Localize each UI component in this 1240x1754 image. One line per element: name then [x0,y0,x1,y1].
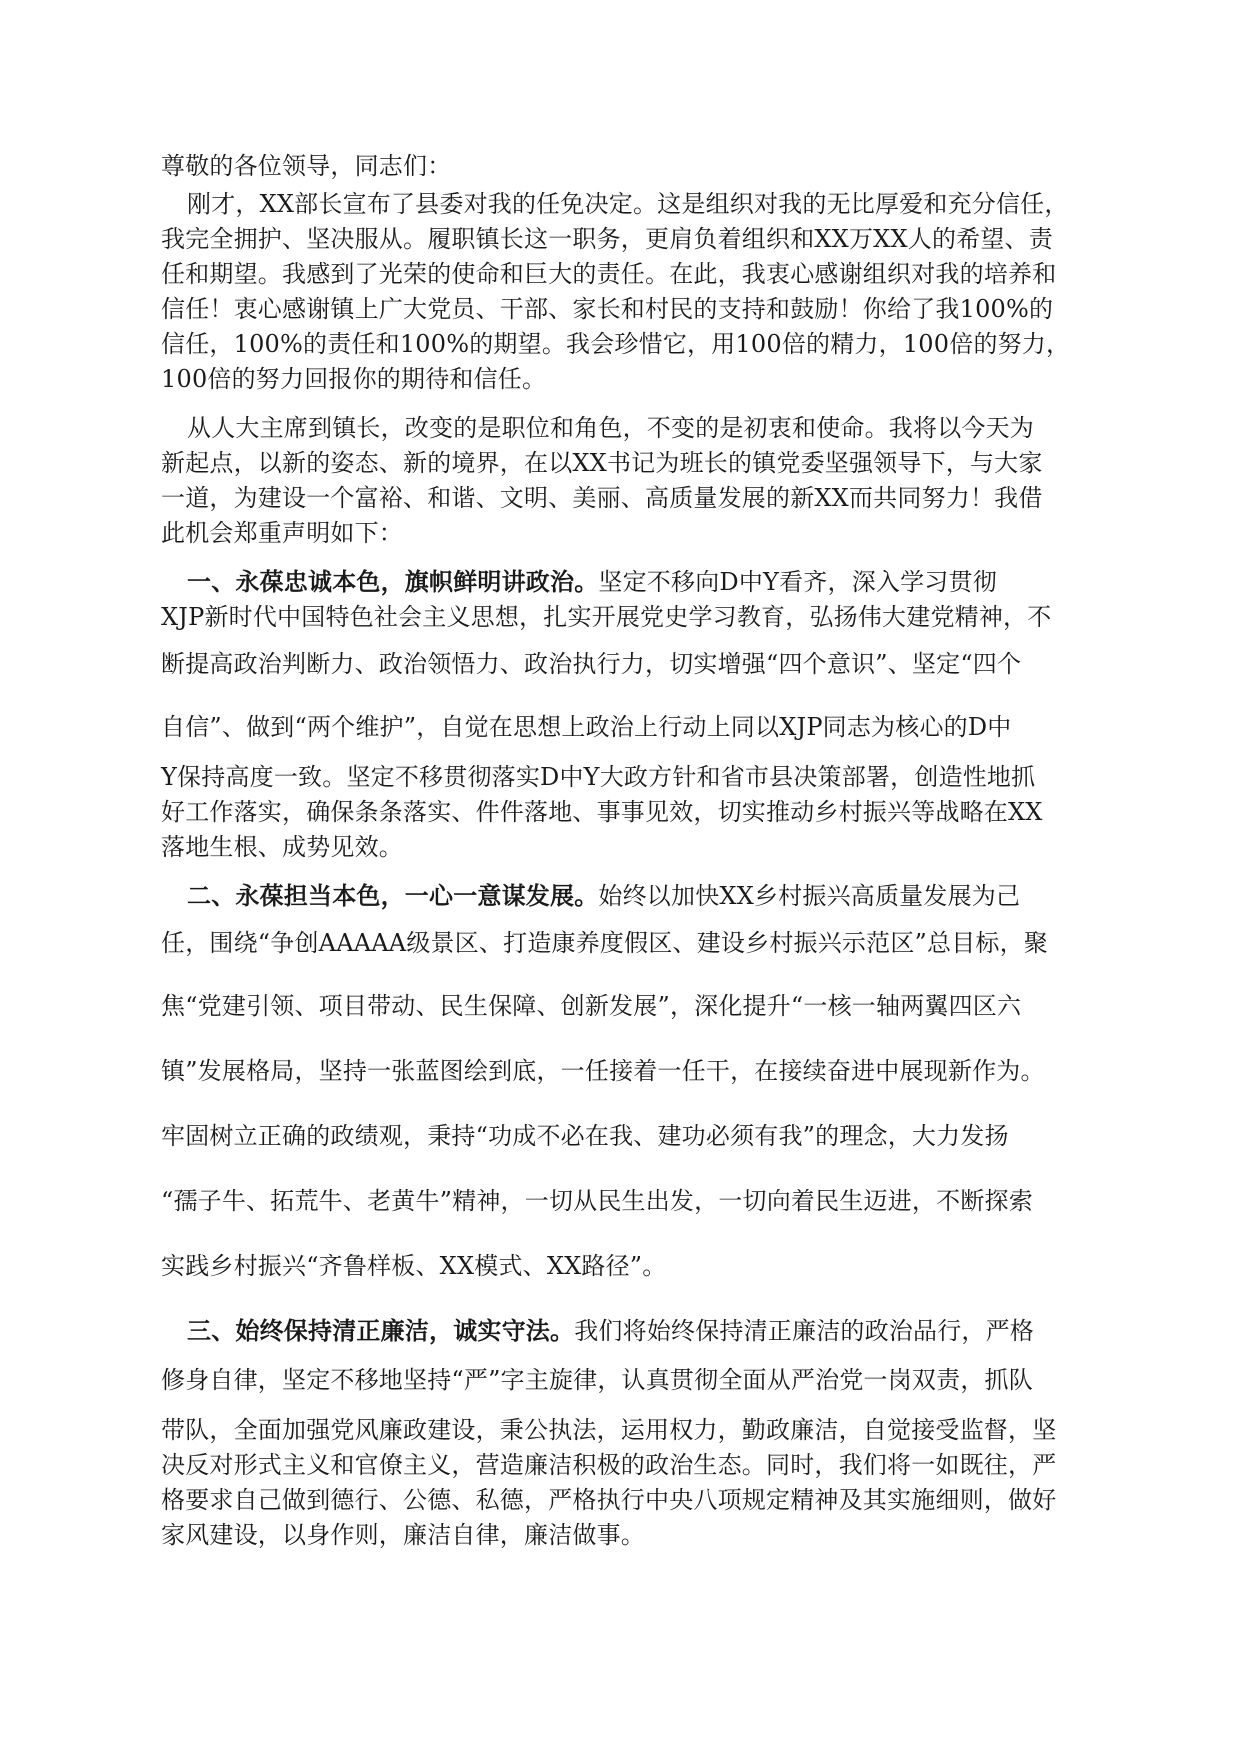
section-1-first-line [187,565,1116,599]
section-2-line-5: 牢固树立正确的政绩观，秉持“功成不必在我、建功必须有我”的理念，大力发扬 [161,1122,1009,1150]
section-1-line-7: 落地生根、成势见效。 [161,833,403,861]
paragraph-2-line-1: 从人大主席到镇长，改变的是职位和角色，不变的是初衷和使命。我将以今天为 [187,414,1034,442]
section-2-line-2: 任，围绕“争创AAAAA级景区、打造康养度假区、建设乡村振兴示范区”总目标，聚 [161,929,1048,957]
section-2-heading: 二、永葆担当本色，一心一意谋发展。 [187,881,599,910]
section-1-line-5: Y保持高度一致。坚定不移贯彻落实D中Y大政方针和省市县决策部署，创造性地抓 [161,763,1036,791]
section-2-line-7: 实践乡村振兴“齐鲁样板、XX模式、XX路径”。 [161,1252,667,1280]
paragraph-2-line-2: 新起点，以新的姿态、新的境界，在以XX书记为班长的镇党委坚强领导下，与大家 [161,449,1043,477]
section-2-line-6: “孺子牛、拓荒牛、老黄牛”精神，一切从民生出发，一切向着民生迈进，不断探索 [161,1187,1033,1215]
paragraph-1-line-2: 我完全拥护、坚决服从。履职镇长这一职务，更肩负着组织和XX万XX人的希望、责 [161,225,1053,253]
paragraph-1-line-4: 信任！衷心感谢镇上广大党员、干部、家长和村民的支持和鼓励！你给了我100%的 [161,295,1054,323]
paragraph-1-line-3: 任和期望。我感到了光荣的使命和巨大的责任。在此，我衷心感谢组织对我的培养和 [161,260,1057,288]
section-2-first-text: 始终以加快XX乡村振兴高质量发展为己 [598,882,1021,910]
section-2-line-3: 焦“党建引领、项目带动、民生保障、创新发展”，深化提升“一核一轴两翼四区六 [161,992,1022,1020]
salutation: 尊敬的各位领导，同志们： [161,152,452,180]
paragraph-1-line-5: 信任，100%的责任和100%的期望。我会珍惜它，用100倍的精力，100倍的努力， [161,330,1071,358]
paragraph-2-line-3: 一道，为建设一个富裕、和谐、文明、美丽、高质量发展的新XX而共同努力！我借 [161,484,1043,512]
section-3-line-2: 修身自律，坚定不移地坚持“严”字主旋律，认真贯彻全面从严治党一岗双责，抓队 [161,1366,1033,1394]
section-1-first-text: 坚定不移向D中Y看齐，深入学习贯彻 [598,568,997,596]
section-1-heading: 一、永葆忠诚本色，旗帜鲜明讲政治。 [187,567,599,596]
section-3-line-3: 带队，全面加强党风廉政建设，秉公执法，运用权力，勤政廉洁，自觉接受监督，坚 [161,1416,1057,1444]
section-3-first-text: 我们将始终保持清正廉洁的政治品行，严格 [574,1317,1035,1345]
section-3-line-5: 格要求自己做到德行、公德、私德，严格执行中央八项规定精神及其实施细则，做好 [161,1486,1057,1514]
section-1-line-4: 自信”、做到“两个维护”，自觉在思想上政治上行动上同以XJP同志为核心的D中 [161,713,1012,741]
section-3-heading: 三、始终保持清正廉洁，诚实守法。 [187,1316,575,1345]
section-1-line-6: 好工作落实，确保条条落实、件件落地、事事见效，切实推动乡村振兴等战略在XX [161,798,1043,826]
section-2-first-line [187,879,1116,913]
paragraph-1-line-6: 100倍的努力回报你的期待和信任。 [161,365,547,393]
section-3-line-4: 决反对形式主义和官僚主义，营造廉洁积极的政治生态。同时，我们将一如既往，严 [161,1451,1057,1479]
section-1-line-2: XJP新时代中国特色社会主义思想，扎实开展党史学习教育，弘扬伟大建党精神，不 [161,603,1052,631]
section-1-line-3: 断提高政治判断力、政治领悟力、政治执行力，切实增强“四个意识”、坚定“四个 [161,650,1022,678]
paragraph-1-line-1: 刚才，XX部长宣布了县委对我的任免决定。这是组织对我的无比厚爱和充分信任， [187,190,1069,218]
paragraph-2-line-4: 此机会郑重声明如下： [161,519,403,547]
section-2-line-4: 镇”发展格局，坚持一张蓝图绘到底，一任接着一任干，在接续奋进中展现新作为。 [161,1057,1045,1085]
section-3-first-line [187,1314,1116,1348]
section-3-line-6: 家风建设，以身作则，廉洁自律，廉洁做事。 [161,1521,645,1549]
